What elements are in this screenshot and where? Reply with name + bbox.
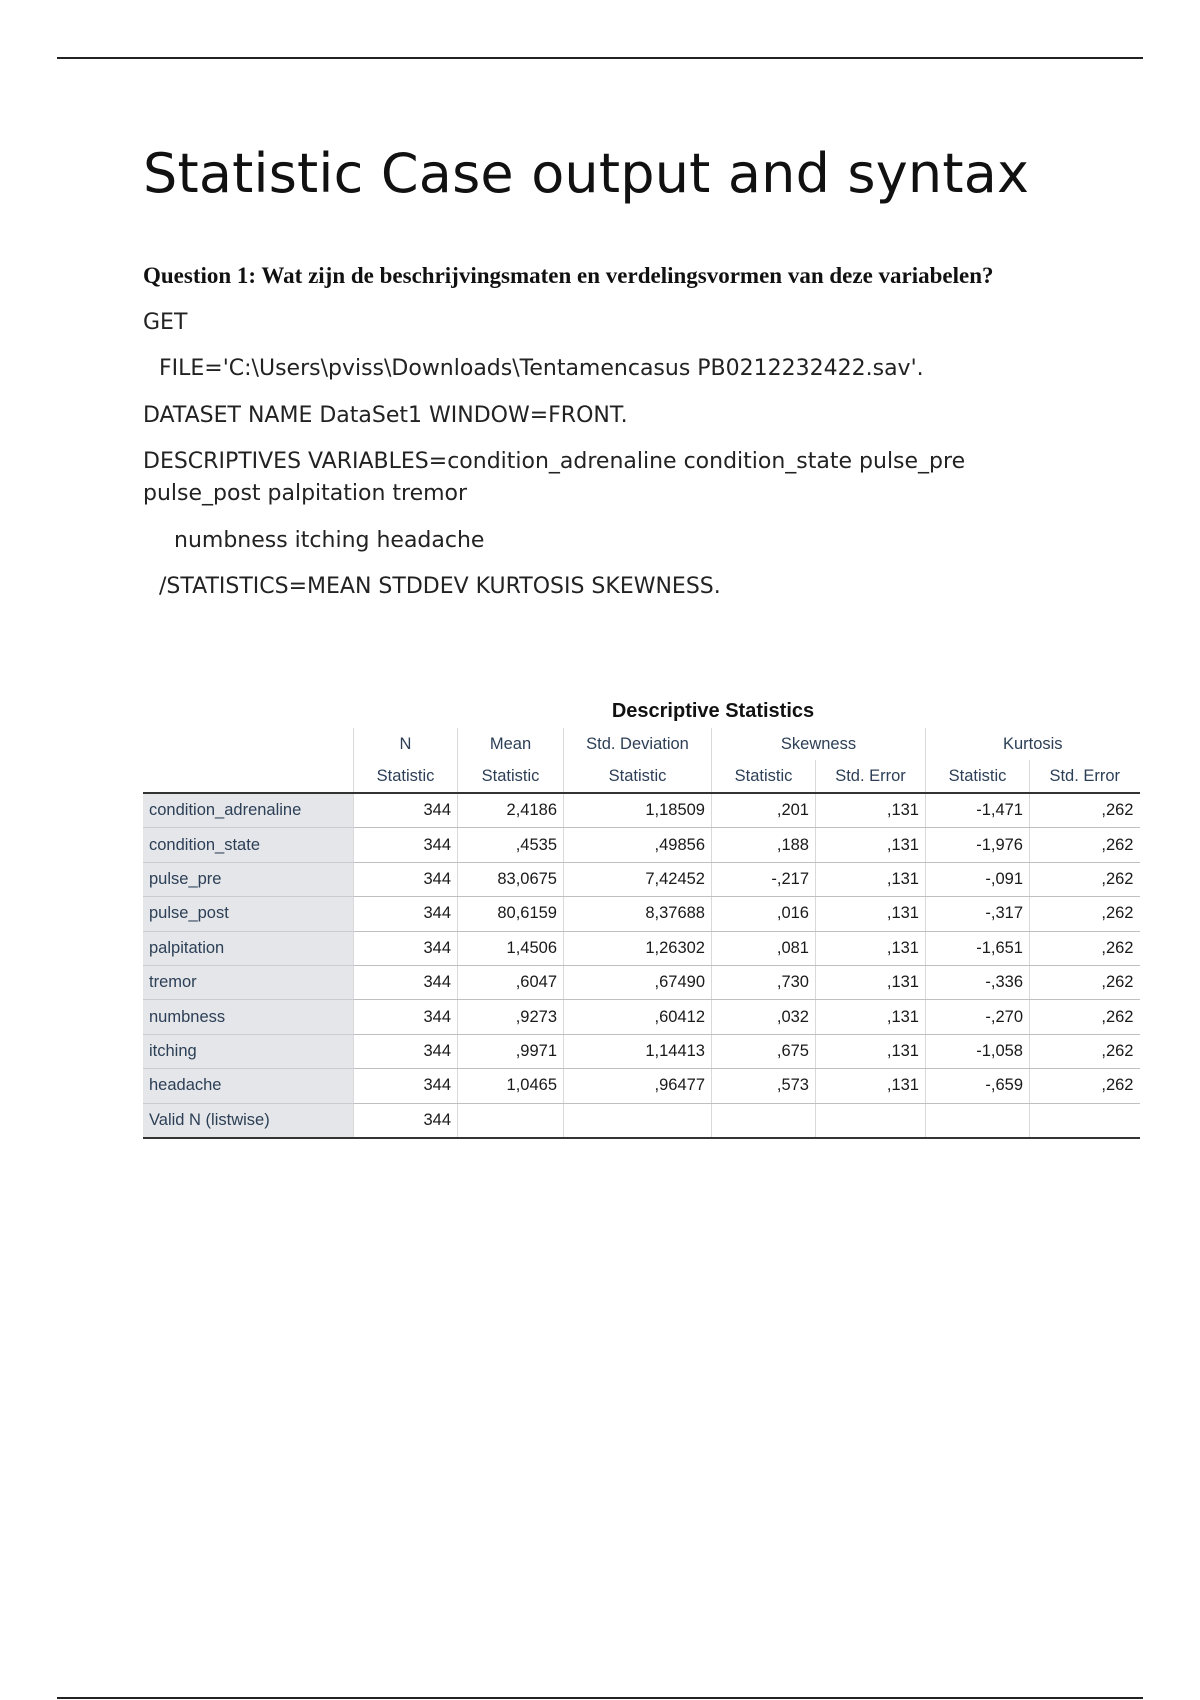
- cell-kurtosis-se: ,262: [1030, 897, 1140, 931]
- top-rule: [57, 57, 1143, 59]
- cell-sd: 8,37688: [564, 897, 712, 931]
- table-row: [143, 897, 1140, 931]
- cell-n: 344: [354, 965, 458, 999]
- subheader-kurtosis-statistic: Statistic: [926, 760, 1030, 793]
- cell-skewness: ,188: [712, 828, 816, 862]
- cell-kurtosis: -,317: [926, 897, 1030, 931]
- cell-skewness-se: ,131: [816, 897, 926, 931]
- cell-n: 344: [354, 1000, 458, 1034]
- table-row: [143, 1034, 1140, 1068]
- syntax-line-dataset: DATASET NAME DataSet1 WINDOW=FRONT.: [143, 403, 628, 428]
- cell-empty: [712, 1103, 816, 1138]
- table-row: [143, 1069, 1140, 1103]
- subheader-sd-statistic: Statistic: [564, 760, 712, 793]
- cell-n: 344: [354, 828, 458, 862]
- row-label: condition_adrenaline: [143, 793, 354, 828]
- cell-skewness-se: ,131: [816, 1034, 926, 1068]
- table-group-header-row: [143, 728, 1140, 760]
- cell-skewness-se: ,131: [816, 862, 926, 896]
- syntax-line-get: GET: [143, 310, 188, 335]
- cell-sd: 1,14413: [564, 1034, 712, 1068]
- cell-kurtosis: -1,058: [926, 1034, 1030, 1068]
- table-row: [143, 1000, 1140, 1034]
- header-n: N: [354, 728, 458, 760]
- row-label: condition_state: [143, 828, 354, 862]
- row-label: itching: [143, 1034, 354, 1068]
- table-title: Descriptive Statistics: [611, 700, 815, 722]
- cell-sd: 1,18509: [564, 793, 712, 828]
- cell-sd: ,67490: [564, 965, 712, 999]
- row-label: tremor: [143, 965, 354, 999]
- subheader-skewness-std-error: Std. Error: [816, 760, 926, 793]
- cell-mean: ,9971: [458, 1034, 564, 1068]
- cell-kurtosis: -,091: [926, 862, 1030, 896]
- table-row: [143, 862, 1140, 896]
- cell-mean: ,4535: [458, 828, 564, 862]
- syntax-line-variables-cont: numbness itching headache: [174, 528, 485, 553]
- subheader-blank: [143, 760, 354, 793]
- cell-kurtosis: -1,471: [926, 793, 1030, 828]
- header-mean: Mean: [458, 728, 564, 760]
- cell-kurtosis-se: ,262: [1030, 1069, 1140, 1103]
- cell-kurtosis: -,270: [926, 1000, 1030, 1034]
- cell-kurtosis: -,659: [926, 1069, 1030, 1103]
- syntax-line-descriptives: DESCRIPTIVES VARIABLES=condition_adrenaline condition_state pulse_pre pulse_post palpitation tremor: [143, 449, 966, 506]
- row-label: Valid N (listwise): [143, 1103, 354, 1138]
- cell-sd: 7,42452: [564, 862, 712, 896]
- page-title: Statistic Case output and syntax: [143, 142, 1030, 205]
- cell-skewness: ,201: [712, 793, 816, 828]
- cell-n: 344: [354, 897, 458, 931]
- cell-kurtosis-se: ,262: [1030, 1000, 1140, 1034]
- cell-n: 344: [354, 793, 458, 828]
- cell-skewness: -,217: [712, 862, 816, 896]
- subheader-mean-statistic: Statistic: [458, 760, 564, 793]
- cell-kurtosis-se: ,262: [1030, 793, 1140, 828]
- cell-sd: 1,26302: [564, 931, 712, 965]
- cell-mean: ,9273: [458, 1000, 564, 1034]
- cell-n: 344: [354, 1034, 458, 1068]
- cell-skewness: ,032: [712, 1000, 816, 1034]
- table-row: [143, 965, 1140, 999]
- cell-kurtosis-se: ,262: [1030, 965, 1140, 999]
- row-label: pulse_post: [143, 897, 354, 931]
- subheader-kurtosis-std-error: Std. Error: [1030, 760, 1140, 793]
- row-label: palpitation: [143, 931, 354, 965]
- cell-skewness-se: ,131: [816, 965, 926, 999]
- row-label: headache: [143, 1069, 354, 1103]
- cell-skewness: ,675: [712, 1034, 816, 1068]
- subheader-skewness-statistic: Statistic: [712, 760, 816, 793]
- cell-mean: 1,0465: [458, 1069, 564, 1103]
- cell-kurtosis: -1,976: [926, 828, 1030, 862]
- header-skewness: Skewness: [712, 728, 926, 760]
- cell-skewness: ,573: [712, 1069, 816, 1103]
- syntax-line-file: FILE='C:\Users\pviss\Downloads\Tentamencasus PB0212232422.sav'.: [159, 356, 924, 381]
- header-blank: [143, 728, 354, 760]
- cell-n: 344: [354, 931, 458, 965]
- cell-skewness: ,016: [712, 897, 816, 931]
- syntax-line-statistics: /STATISTICS=MEAN STDDEV KURTOSIS SKEWNESS.: [159, 574, 721, 599]
- descriptive-statistics-table: [143, 728, 1140, 1139]
- cell-sd: ,60412: [564, 1000, 712, 1034]
- cell-empty: [816, 1103, 926, 1138]
- table-row: [143, 931, 1140, 965]
- cell-kurtosis-se: ,262: [1030, 931, 1140, 965]
- cell-sd: ,96477: [564, 1069, 712, 1103]
- cell-n: 344: [354, 1103, 458, 1138]
- cell-empty: [564, 1103, 712, 1138]
- cell-mean: 83,0675: [458, 862, 564, 896]
- cell-kurtosis-se: ,262: [1030, 828, 1140, 862]
- cell-empty: [926, 1103, 1030, 1138]
- cell-skewness: ,730: [712, 965, 816, 999]
- row-label: numbness: [143, 1000, 354, 1034]
- table-sub-header-row: [143, 760, 1140, 793]
- cell-sd: ,49856: [564, 828, 712, 862]
- table-row-valid-n: [143, 1103, 1140, 1138]
- header-std-deviation: Std. Deviation: [564, 728, 712, 760]
- cell-mean: 1,4506: [458, 931, 564, 965]
- cell-empty: [458, 1103, 564, 1138]
- cell-empty: [1030, 1103, 1140, 1138]
- cell-n: 344: [354, 862, 458, 896]
- cell-skewness-se: ,131: [816, 931, 926, 965]
- cell-kurtosis: -,336: [926, 965, 1030, 999]
- cell-skewness-se: ,131: [816, 1000, 926, 1034]
- cell-skewness-se: ,131: [816, 1069, 926, 1103]
- cell-kurtosis-se: ,262: [1030, 862, 1140, 896]
- table-row: [143, 793, 1140, 828]
- row-label: pulse_pre: [143, 862, 354, 896]
- subheader-n-statistic: Statistic: [354, 760, 458, 793]
- bottom-rule: [57, 1697, 1143, 1699]
- cell-skewness: ,081: [712, 931, 816, 965]
- question-heading: Question 1: Wat zijn de beschrijvingsmaten en verdelingsvormen van deze variabelen?: [143, 263, 994, 288]
- header-kurtosis: Kurtosis: [926, 728, 1140, 760]
- cell-mean: ,6047: [458, 965, 564, 999]
- table-row: [143, 828, 1140, 862]
- cell-skewness-se: ,131: [816, 828, 926, 862]
- cell-mean: 80,6159: [458, 897, 564, 931]
- cell-n: 344: [354, 1069, 458, 1103]
- cell-skewness-se: ,131: [816, 793, 926, 828]
- cell-kurtosis: -1,651: [926, 931, 1030, 965]
- cell-kurtosis-se: ,262: [1030, 1034, 1140, 1068]
- cell-mean: 2,4186: [458, 793, 564, 828]
